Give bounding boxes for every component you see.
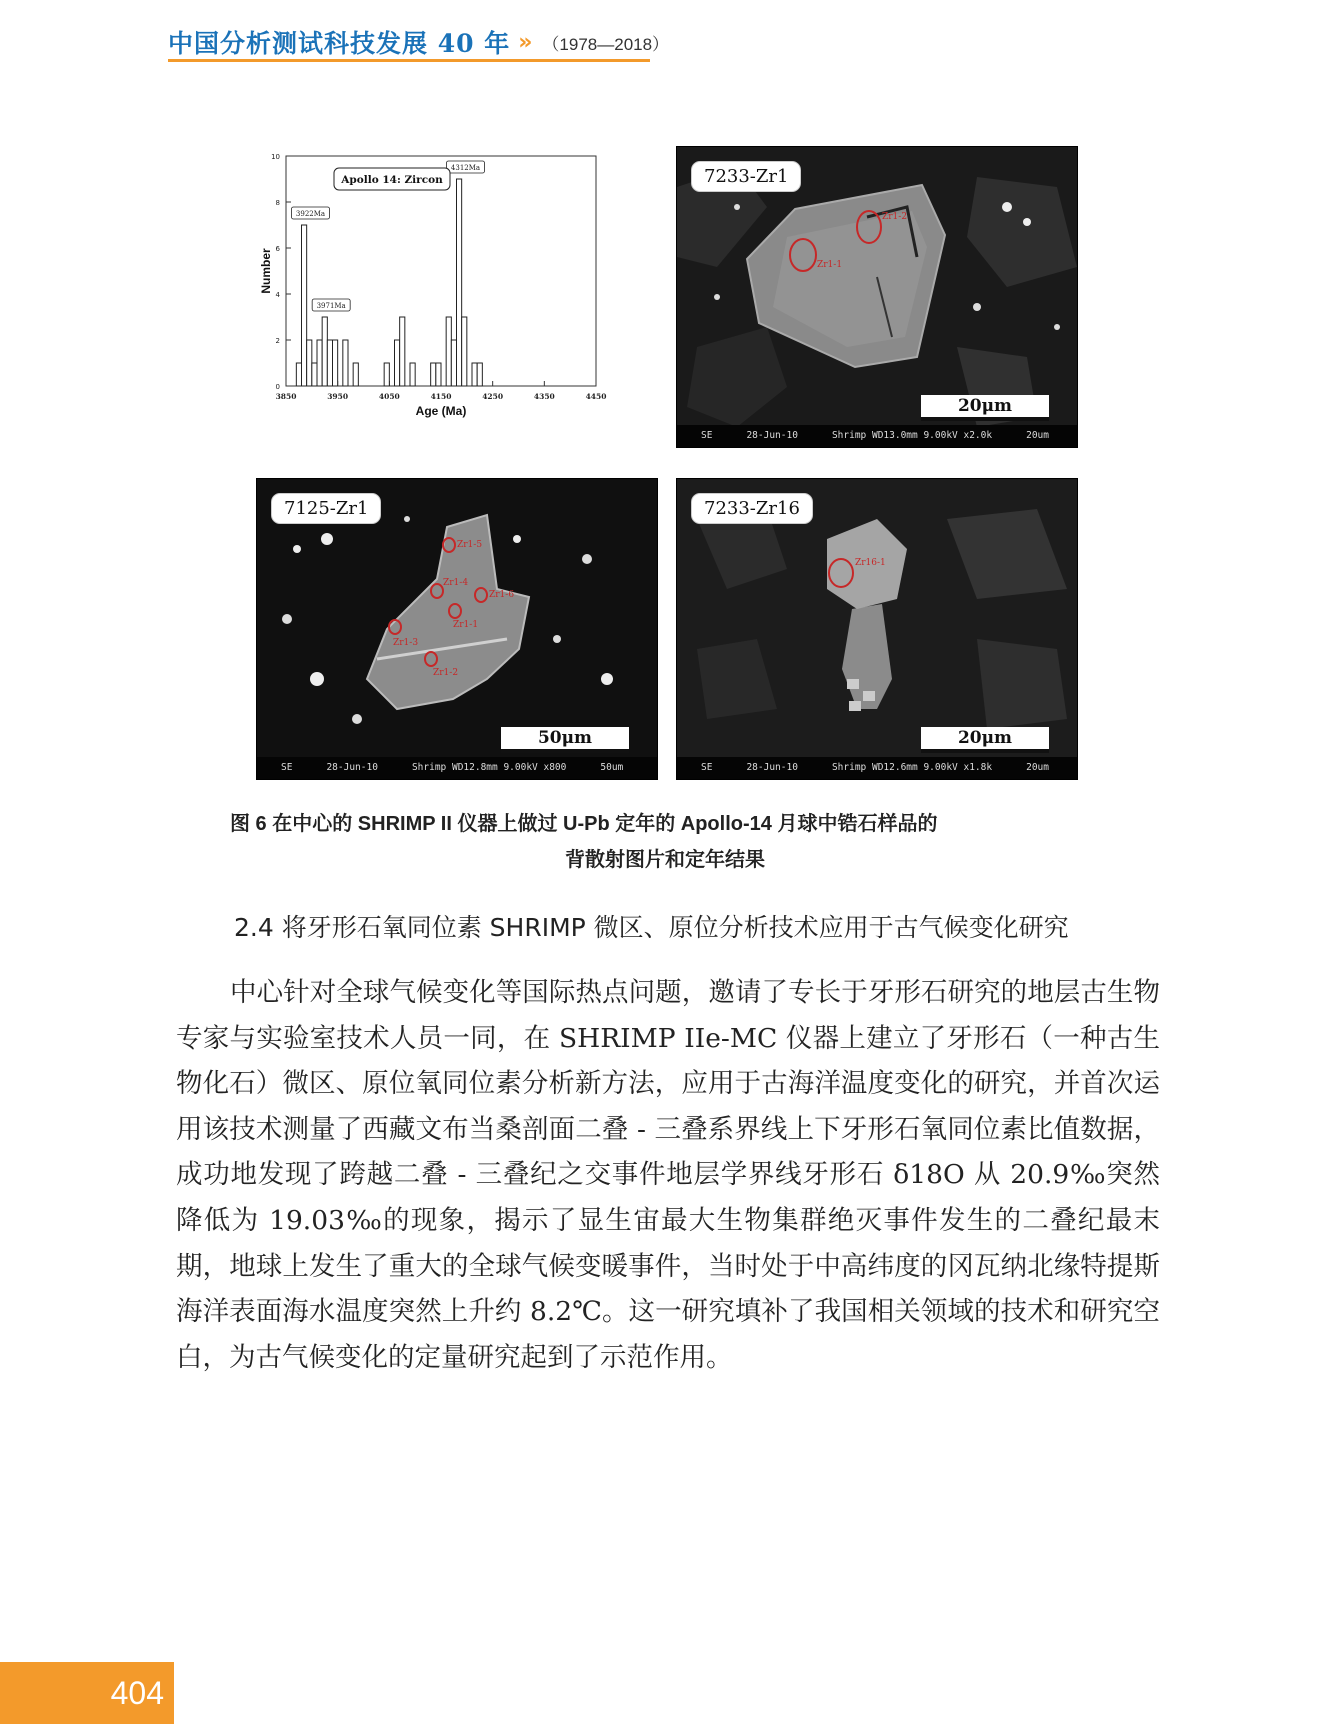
histogram-bar [477, 363, 482, 386]
spot-label: Zr16-1 [855, 558, 886, 568]
histogram-bar [353, 363, 358, 386]
scale-bar: 50μm [501, 727, 629, 753]
spot-label: Zr1-1 [453, 620, 479, 630]
y-tick-label: 0 [275, 383, 280, 391]
histogram-bar [451, 340, 456, 386]
year-range: （1978—2018） [542, 34, 670, 54]
spot-label: Zr1-3 [393, 638, 419, 648]
histogram-bar [302, 225, 307, 386]
histogram-bar [410, 363, 415, 386]
histogram-bar [384, 363, 389, 386]
sem-panel-7233-zr16 [676, 478, 1078, 780]
annotation-label: 3922Ma [295, 210, 326, 218]
histogram-bar [395, 340, 400, 386]
spot-label: Zr1-5 [457, 540, 483, 550]
histogram-bar [343, 340, 348, 386]
caption-line-2: 背散射图片和定年结果 [565, 849, 765, 871]
histogram-bar [296, 363, 301, 386]
x-tick-label: 4450 [585, 392, 607, 401]
histogram-bar [436, 363, 441, 386]
age-histogram [256, 146, 666, 456]
figure-caption [230, 806, 1100, 878]
histogram-bar [312, 363, 317, 386]
annotation-label: 4312Ma [450, 164, 481, 172]
spot-label: Zr1-6 [489, 590, 515, 600]
x-tick-label: 4150 [430, 392, 452, 401]
histogram-bar [472, 363, 477, 386]
figure-6 [256, 146, 1076, 780]
book-title: 中国分析测试科技发展 40 年 [168, 29, 511, 58]
scale-bar: 20μm [921, 727, 1049, 753]
page-number: 404 [0, 1662, 174, 1724]
y-tick-label: 8 [275, 199, 280, 207]
x-axis-label: Age (Ma) [415, 404, 467, 418]
histogram-bar [322, 317, 327, 386]
y-tick-label: 10 [271, 153, 280, 161]
x-tick-label: 4250 [482, 392, 504, 401]
sem-panel-7233-zr1 [676, 146, 1078, 448]
histogram-bar [400, 317, 405, 386]
chevron-icon: » [518, 29, 533, 55]
histogram-svg [256, 146, 666, 456]
running-header [168, 22, 669, 62]
chart-title: Apollo 14: Zircon [341, 174, 443, 186]
sem-metadata: SE 28-Jun-10 Shrimp WD12.6mm 9.00kV x1.8k 20um [677, 757, 1077, 779]
header-rule [168, 59, 650, 62]
x-tick-label: 3850 [275, 392, 297, 401]
spot-label: Zr1-1 [817, 260, 843, 270]
x-tick-label: 3950 [327, 392, 349, 401]
sample-label: 7233-Zr1 [691, 161, 801, 192]
sem-metadata: SE 28-Jun-10 Shrimp WD13.0mm 9.00kV x2.0k 20um [677, 425, 1077, 447]
body-text [176, 970, 1160, 1380]
caption-line-1: 图 6 在中心的 SHRIMP II 仪器上做过 U-Pb 定年的 Apollo-14 月球中锆石样品的 [230, 813, 938, 835]
body-paragraph: 中心针对全球气候变化等国际热点问题，邀请了专长于牙形石研究的地层古生物专家与实验室技术人员一同，在 SHRIMP IIe-MC 仪器上建立了牙形石（一种古生物化石）微区、原位氧同位素分析新方法，应用于古海洋温度变化的研究，并首次运用该技术测量了西藏文布当桑剖面二叠 - 三叠系界线上下牙形石氧同位素比值数据，成功地发现了跨越二叠 - 三叠纪之交事件地层学界线牙形石 δ18O 从 20.9‰突然降低为 19.03‰的现象，揭示了显生宙最大生物集群绝灭事件发生的二叠纪最末期，地球上发生了重大的全球气候变暖事件，当时处于中高纬度的冈瓦纳北缘特提斯海洋表面海水温度突然上升约 8.2℃。这一研究填补了我国相关领域的技术和研究空白，为古气候变化的定量研究起到了示范作用。 [176, 977, 1160, 1373]
annotation-label: 3971Ma [316, 302, 346, 310]
sem-metadata: SE 28-Jun-10 Shrimp WD12.8mm 9.00kV x800 50um [257, 757, 657, 779]
sem-panel-7125-zr1 [256, 478, 658, 780]
spot-label: Zr1-4 [443, 578, 469, 588]
x-tick-label: 4350 [533, 392, 555, 401]
spot-label: Zr1-2 [882, 212, 908, 222]
x-tick-label: 4050 [378, 392, 400, 401]
histogram-bar [307, 340, 312, 386]
spot-label: Zr1-2 [433, 668, 459, 678]
y-tick-label: 4 [275, 291, 280, 299]
section-heading: 2.4 将牙形石氧同位素 SHRIMP 微区、原位分析技术应用于古气候变化研究 [234, 913, 1069, 942]
sample-label: 7125-Zr1 [271, 493, 381, 524]
histogram-bar [327, 340, 332, 386]
histogram-bar [431, 363, 436, 386]
y-axis-label: Number [259, 248, 273, 294]
histogram-bar [333, 340, 338, 386]
histogram-bar [446, 317, 451, 386]
y-tick-label: 6 [275, 245, 280, 253]
histogram-bar [462, 317, 467, 386]
scale-bar: 20μm [921, 395, 1049, 421]
y-tick-label: 2 [275, 337, 280, 345]
sample-label: 7233-Zr16 [691, 493, 813, 524]
histogram-bar [457, 179, 462, 386]
histogram-bar [317, 340, 322, 386]
